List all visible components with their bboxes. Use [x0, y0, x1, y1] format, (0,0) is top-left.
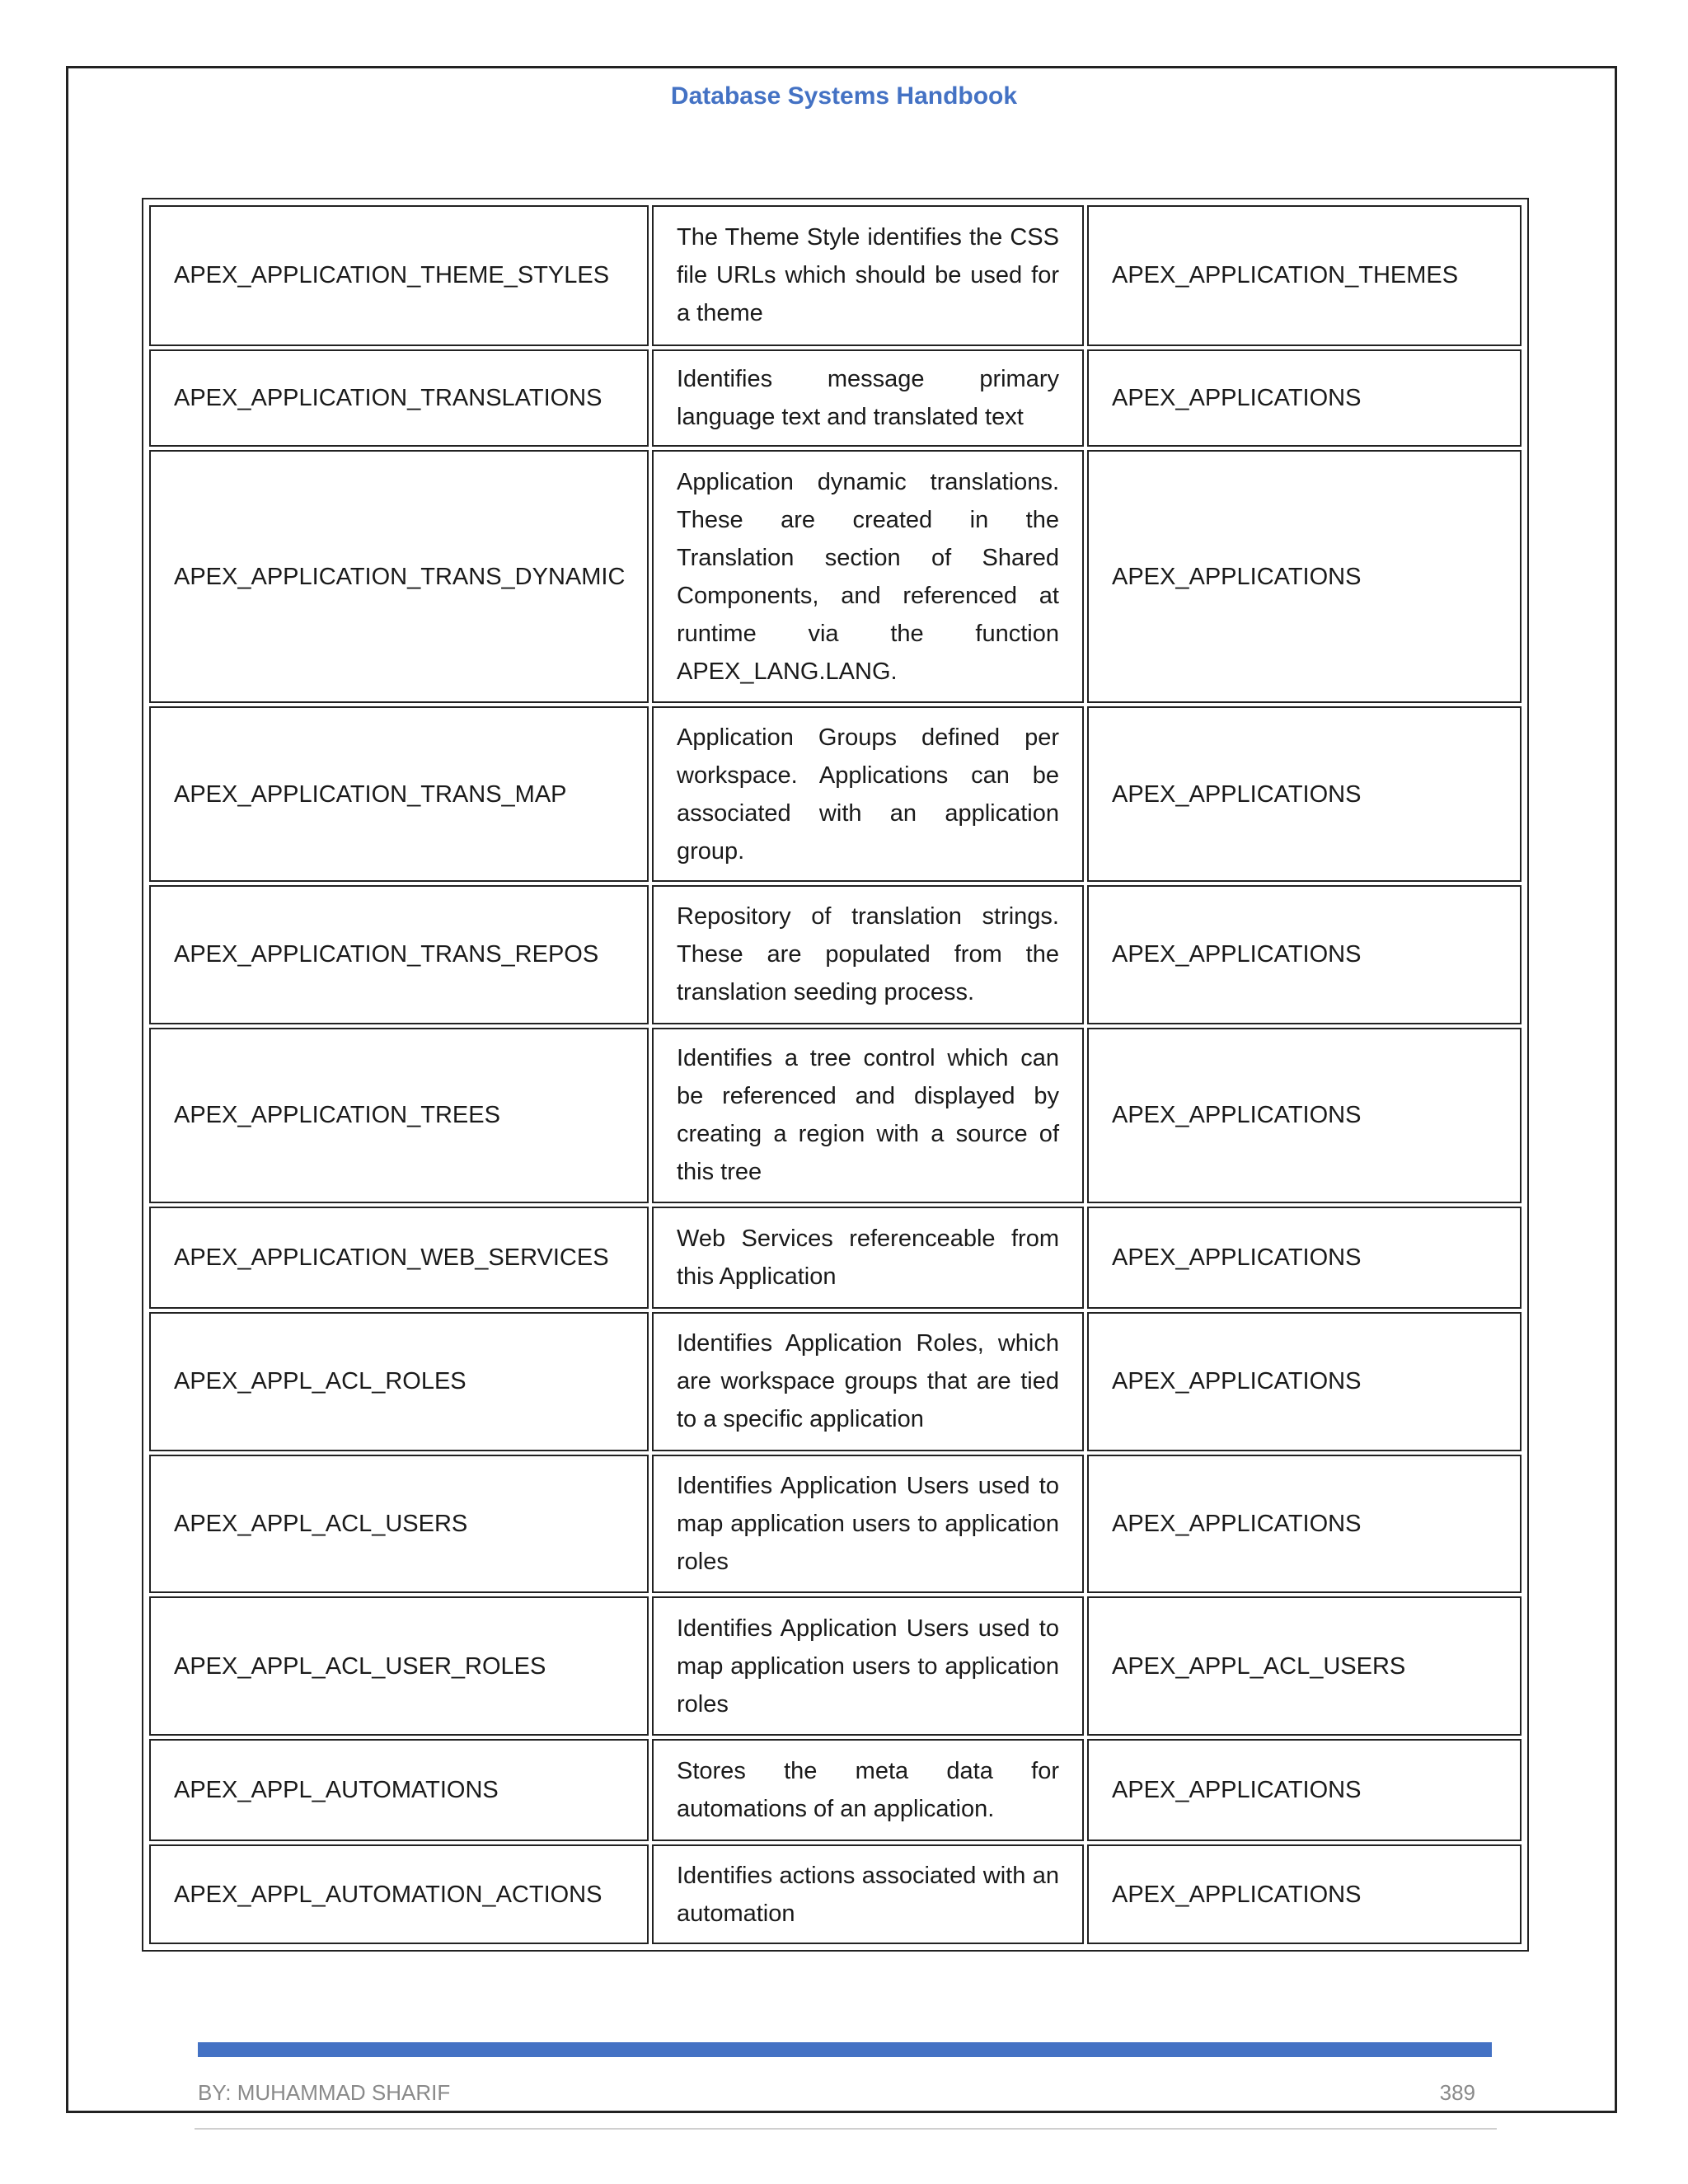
reference-table-frame	[142, 198, 1529, 1952]
description-cell: Identifies actions associated with an automation	[652, 1844, 1084, 1944]
table-row	[149, 1028, 1522, 1203]
description-cell: Repository of translation strings. These are populated from the translation seeding process.	[652, 885, 1084, 1024]
parent-object-cell: APEX_APPLICATION_THEMES	[1087, 205, 1522, 346]
object-name-cell: APEX_APPL_ACL_ROLES	[149, 1312, 649, 1451]
reference-table	[146, 202, 1525, 1947]
object-name-cell: APEX_APPLICATION_WEB_SERVICES	[149, 1207, 649, 1309]
table-row	[149, 205, 1522, 346]
description-cell: Identifies a tree control which can be referenced and displayed by creating a region with a source of this tree	[652, 1028, 1084, 1203]
object-name-cell: APEX_APPLICATION_TRANS_REPOS	[149, 885, 649, 1024]
bottom-divider	[195, 2128, 1497, 2130]
page-header-title: Database Systems Handbook	[670, 82, 1018, 110]
object-name-cell: APEX_APPLICATION_TRANSLATIONS	[149, 349, 649, 447]
description-cell: Identifies Application Users used to map application users to application roles	[652, 1596, 1084, 1736]
object-name-cell: APEX_APPLICATION_TREES	[149, 1028, 649, 1203]
table-row	[149, 450, 1522, 703]
description-cell: Identifies Application Users used to map application users to application roles	[652, 1455, 1084, 1594]
parent-object-cell: APEX_APPLICATIONS	[1087, 1455, 1522, 1594]
table-row	[149, 1207, 1522, 1309]
parent-object-cell: APEX_APPLICATIONS	[1087, 349, 1522, 447]
parent-object-cell: APEX_APPLICATIONS	[1087, 1028, 1522, 1203]
page-number: 389	[1439, 2080, 1475, 2105]
table-row	[149, 1596, 1522, 1736]
description-cell: Identifies Application Roles, which are workspace groups that are tied to a specific application	[652, 1312, 1084, 1451]
description-cell: Application Groups defined per workspace. Applications can be associated with an application group.	[652, 706, 1084, 882]
table-row	[149, 1739, 1522, 1841]
parent-object-cell: APEX_APPLICATIONS	[1087, 706, 1522, 882]
parent-object-cell: APEX_APPLICATIONS	[1087, 1844, 1522, 1944]
table-row	[149, 706, 1522, 882]
description-cell: Web Services referenceable from this Application	[652, 1207, 1084, 1309]
object-name-cell: APEX_APPL_ACL_USERS	[149, 1455, 649, 1594]
table-row	[149, 1312, 1522, 1451]
object-name-cell: APEX_APPLICATION_THEME_STYLES	[149, 205, 649, 346]
object-name-cell: APEX_APPL_ACL_USER_ROLES	[149, 1596, 649, 1736]
description-cell: Application dynamic translations. These are created in the Translation section of Shared Components, and referenced at runtime via the function APEX_LANG.LANG.	[652, 450, 1084, 703]
object-name-cell: APEX_APPL_AUTOMATIONS	[149, 1739, 649, 1841]
table-row	[149, 885, 1522, 1024]
parent-object-cell: APEX_APPLICATIONS	[1087, 450, 1522, 703]
parent-object-cell: APEX_APPLICATIONS	[1087, 1312, 1522, 1451]
description-cell: Stores the meta data for automations of an application.	[652, 1739, 1084, 1841]
object-name-cell: APEX_APPL_AUTOMATION_ACTIONS	[149, 1844, 649, 1944]
table-row	[149, 1455, 1522, 1594]
footer-author: BY: MUHAMMAD SHARIF	[198, 2080, 451, 2105]
parent-object-cell: APEX_APPLICATIONS	[1087, 1739, 1522, 1841]
description-cell: Identifies message primary language text and translated text	[652, 349, 1084, 447]
description-cell: The Theme Style identifies the CSS file URLs which should be used for a theme	[652, 205, 1084, 346]
object-name-cell: APEX_APPLICATION_TRANS_MAP	[149, 706, 649, 882]
object-name-cell: APEX_APPLICATION_TRANS_DYNAMIC	[149, 450, 649, 703]
parent-object-cell: APEX_APPL_ACL_USERS	[1087, 1596, 1522, 1736]
footer-accent-bar	[198, 2042, 1492, 2057]
parent-object-cell: APEX_APPLICATIONS	[1087, 1207, 1522, 1309]
table-row	[149, 349, 1522, 447]
table-row	[149, 1844, 1522, 1944]
parent-object-cell: APEX_APPLICATIONS	[1087, 885, 1522, 1024]
